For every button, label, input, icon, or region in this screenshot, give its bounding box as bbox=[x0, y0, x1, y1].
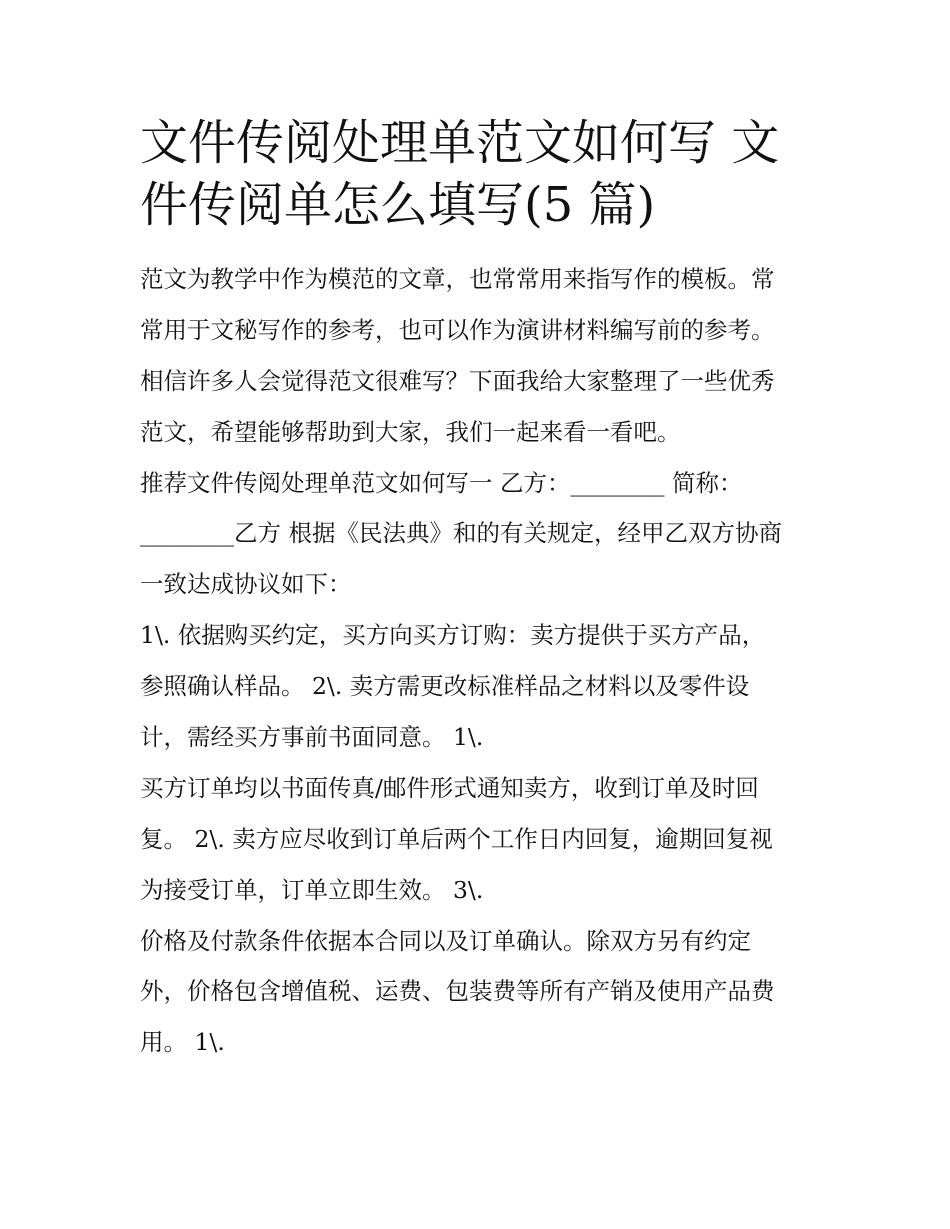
body-line: 相信许多人会觉得范文很难写？下面我给大家整理了一些优秀 bbox=[140, 366, 775, 395]
body-line: 常用于文秘写作的参考，也可以作为演讲材料编写前的参考。 bbox=[140, 315, 775, 344]
body-line: 买方订单均以书面传真/邮件形式通知卖方，收到订单及时回 bbox=[140, 773, 759, 802]
body-line: 复。 2\. 卖方应尽收到订单后两个工作日内回复，逾期回复视 bbox=[140, 824, 773, 853]
body-line: ________乙方 根据《民法典》和的有关规定，经甲乙双方协商 bbox=[140, 519, 782, 548]
body-line: 范文，希望能够帮助到大家，我们一起来看一看吧。 bbox=[140, 417, 681, 446]
title-line-2: 件传阅单怎么填写(5 篇) bbox=[140, 177, 656, 233]
body-line: 一致达成协议如下： bbox=[140, 570, 352, 599]
body-line: 推荐文件传阅处理单范文如何写一 乙方：________ 简称： bbox=[140, 468, 743, 497]
body-line: 范文为教学中作为模范的文章，也常常用来指写作的模板。常 bbox=[140, 265, 775, 293]
body-line: 价格及付款条件依据本合同以及订单确认。除双方另有约定 bbox=[140, 926, 751, 955]
document-title bbox=[140, 112, 812, 236]
document-body bbox=[140, 254, 812, 1068]
body-line: 计，需经买方事前书面同意。 1\. bbox=[140, 723, 484, 752]
body-line: 为接受订单，订单立即生效。 3\. bbox=[140, 875, 484, 904]
body-line: 外，价格包含增值税、运费、包装费等所有产销及使用产品费 bbox=[140, 977, 775, 1006]
body-line: 1\. 依据购买约定，买方向买方订购：卖方提供于买方产品， bbox=[140, 621, 766, 650]
document-page bbox=[140, 112, 812, 1068]
title-line-1: 文件传阅处理单范文如何写 文 bbox=[140, 115, 780, 171]
body-line: 用。 1\. bbox=[140, 1028, 225, 1057]
body-line: 参照确认样品。 2\. 卖方需更改标准样品之材料以及零件设 bbox=[140, 672, 750, 701]
